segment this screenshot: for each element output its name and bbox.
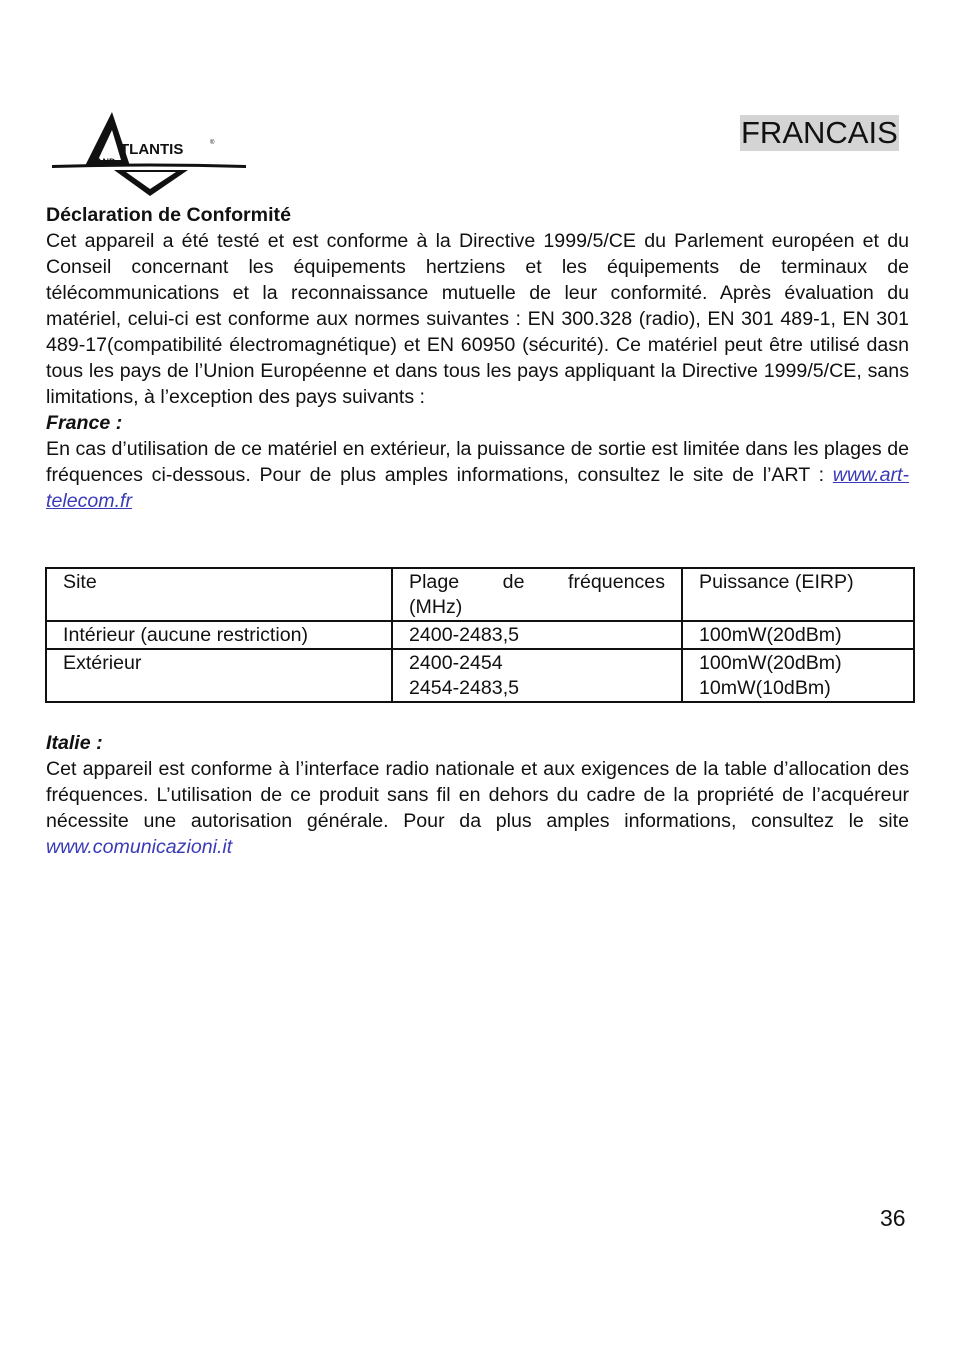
cell-frequency-line1: 2400-2454	[409, 652, 503, 674]
italie-body-text: Cet appareil est conforme à l’interface radio nationale et aux exigences de la table d’allocation des fréquences. L’utilisation de ce produit sans fil en dehors du cadre de la propriété de l’acquéreur nécessite une autorisation générale. Pour da plus amples informations, consultez le site	[46, 758, 909, 832]
cell-power-line2: 10mW(10dBm)	[699, 677, 831, 699]
declaration-section	[46, 202, 909, 514]
cell-power: 100mW(20dBm)	[682, 621, 914, 649]
france-title: France :	[46, 412, 123, 434]
italie-body	[46, 756, 909, 860]
svg-text:TLANTIS: TLANTIS	[120, 141, 184, 158]
cell-power	[682, 649, 914, 702]
cell-power-line1: 100mW(20dBm)	[699, 652, 842, 674]
atlantis-land-logo	[50, 108, 250, 200]
page-number: 36	[880, 1205, 906, 1231]
header-frequency-line2: (MHz)	[409, 596, 463, 618]
table-row	[46, 649, 914, 702]
comunicazioni-link[interactable]: www.comunicazioni.it	[46, 836, 233, 858]
france-body-text: En cas d’utilisation de ce matériel en extérieur, la puissance de sortie est limitée dans les plages de fréquences ci-dessous. Pour de plus amples informations, consultez le site de l’ART :	[46, 438, 909, 486]
cell-site: Extérieur	[46, 649, 392, 702]
italie-title: Italie :	[46, 732, 103, 754]
declaration-body: Cet appareil a été testé et est conforme à la Directive 1999/5/CE du Parlement européen et du Conseil concernant les équipements hertziens et les équipements de terminaux de télécommunications et la reconnaissance mutuelle de leur conformité. Après évaluation du matériel, celui-ci est conforme aux normes suivantes : EN 300.328 (radio), EN 301 489-1, EN 301 489-17(compatibilité électromagnétique) et EN 60950 (sécurité). Ce matériel peut être utilisé dasn tous les pays de l’Union Européenne et dans tous les pays appliquant la Directive 1999/5/CE, sans limitations, à l’exception des pays suivants :	[46, 230, 909, 408]
header-frequency	[392, 568, 682, 621]
table-header-row	[46, 568, 914, 621]
art-telecom-link[interactable]: www.art-telecom.fr	[46, 464, 909, 512]
header-frequency-line1: Plage de fréquences	[409, 571, 665, 593]
cell-frequency	[392, 649, 682, 702]
cell-frequency: 2400-2483,5	[392, 621, 682, 649]
frequency-table	[45, 567, 915, 703]
table-row	[46, 621, 914, 649]
italie-section	[46, 730, 909, 860]
header-power: Puissance (EIRP)	[682, 568, 914, 621]
cell-site: Intérieur (aucune restriction)	[46, 621, 392, 649]
language-label: FRANCAIS	[741, 115, 898, 150]
svg-text:®: ®	[210, 140, 215, 146]
svg-text:AND: AND	[96, 157, 116, 167]
cell-frequency-line2: 2454-2483,5	[409, 677, 520, 699]
declaration-title: Déclaration de Conformité	[46, 204, 291, 226]
france-body	[46, 436, 909, 514]
header-site: Site	[46, 568, 392, 621]
